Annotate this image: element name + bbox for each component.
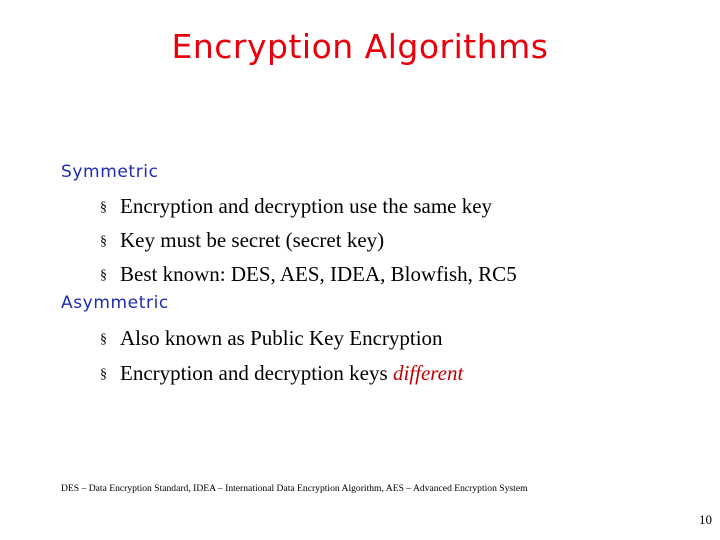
bullet-text: Best known: DES, AES, IDEA, Blowfish, RC5 [120,262,517,286]
bullet-item [100,324,443,354]
bullet-item [100,226,384,256]
page-number: 10 [699,512,712,527]
bullet-text: Encryption and decryption keys [120,361,393,385]
section-heading-symmetric: Symmetric [61,162,159,182]
bullet-marker-icon: § [100,200,107,215]
bullet-marker-icon: § [100,332,107,347]
bullet-marker-icon: § [100,268,107,283]
bullet-text: Also known as Public Key Encryption [120,326,443,350]
bullet-text: Key must be secret (secret key) [120,228,385,252]
section-heading-asymmetric: Asymmetric [61,293,169,313]
bullet-text: Encryption and decryption use the same key [120,194,493,218]
bullet-item [100,192,492,222]
bullet-marker-icon: § [100,234,107,249]
bullet-item [100,359,463,389]
bullet-item [100,260,517,290]
bullet-marker-icon: § [100,367,107,382]
emphasis-text: different [392,361,464,385]
slide-title: Encryption Algorithms [171,27,549,66]
footnote: DES – Data Encryption Standard, IDEA – International Data Encryption Algorithm, AES – Advanced Encryption System [61,483,528,494]
